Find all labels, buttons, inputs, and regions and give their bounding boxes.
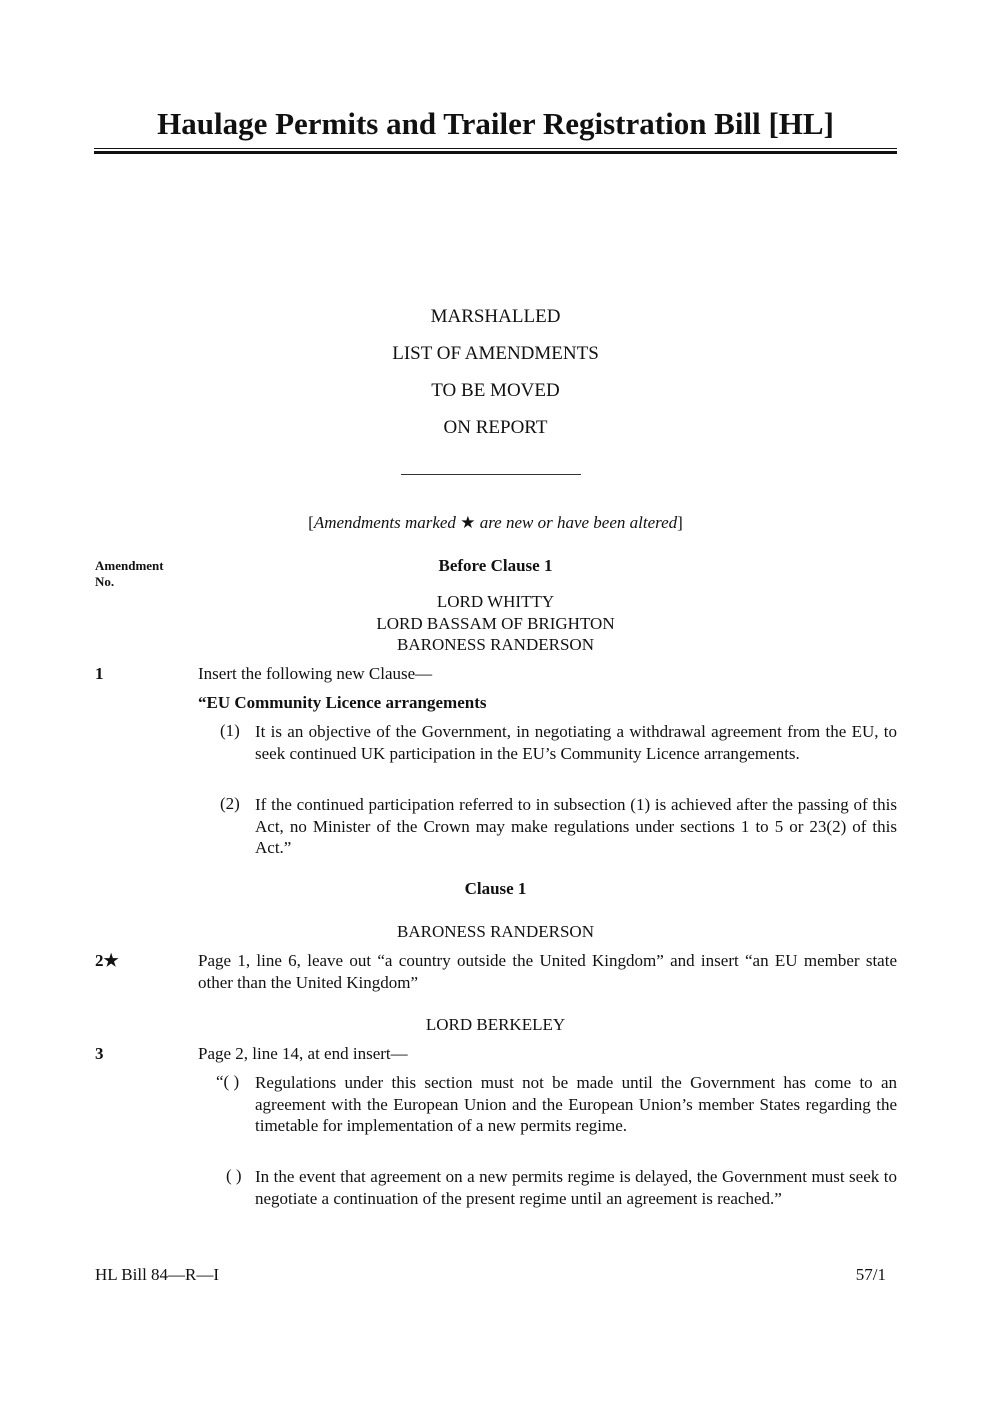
- page-reference: 57/1: [855, 1265, 886, 1284]
- title-rule-thick: [94, 151, 897, 154]
- heading-line-2: LIST OF AMENDMENTS: [392, 343, 599, 364]
- amendment-number: 3: [95, 1044, 104, 1063]
- subsection: [220, 794, 897, 859]
- amendment-instruction: Page 2, line 14, at end insert—: [198, 1044, 408, 1063]
- subsection-text: If the continued participation referred to in subsection (1) is achieved after the passing of this Act, no Minister of the Crown may make regulations under sections 1 to 5 or 23(2) of this Act.”: [255, 795, 897, 857]
- heading-line-3: TO BE MOVED: [431, 380, 560, 401]
- subsection-text: In the event that agreement on a new permits regime is delayed, the Government must seek to negotiate a continuation of the present regime until an agreement is reached.”: [255, 1167, 897, 1208]
- sponsor-name: LORD BERKELEY: [425, 1015, 566, 1034]
- title-rule-thin: [94, 148, 897, 149]
- subsection: [226, 1166, 897, 1209]
- heading-line-1: MARSHALLED: [430, 306, 561, 327]
- note-text-before: Amendments marked: [313, 513, 461, 532]
- amendment-number: 2★: [95, 951, 119, 970]
- section-heading-before-clause-1: Before Clause 1: [438, 556, 553, 575]
- subsection-label: “( ): [216, 1072, 240, 1091]
- heading-divider: [401, 474, 581, 475]
- amendment-instruction: Page 1, line 6, leave out “a country outside the United Kingdom” and insert “an EU member state other than the United Kingdom”: [198, 951, 897, 992]
- subsection-label: ( ): [226, 1166, 242, 1185]
- heading-line-4: ON REPORT: [443, 417, 548, 438]
- note-text-after: are new or have been altered: [475, 513, 678, 532]
- sponsor-list: [0, 591, 991, 656]
- new-clause-title: “EU Community Licence arrangements: [198, 693, 487, 712]
- amendments-note: [0, 513, 991, 533]
- sponsor-name: LORD WHITTY: [436, 592, 555, 611]
- sponsor-name: LORD BASSAM OF BRIGHTON: [376, 613, 615, 633]
- star-icon: ★: [460, 513, 476, 532]
- bill-reference: HL Bill 84—R—I: [95, 1265, 220, 1284]
- bill-title: Haulage Permits and Trailer Registration Bill [HL]: [157, 106, 834, 141]
- column-header-line-2: No.: [95, 574, 115, 589]
- subsection: [216, 1072, 897, 1137]
- subsection-text: It is an objective of the Government, in negotiating a withdrawal agreement from the EU, to seek continued UK participation in the EU’s Community Licence arrangements.: [255, 722, 897, 763]
- note-bracket-close: ]: [677, 513, 683, 532]
- sponsor-name: BARONESS RANDERSON: [397, 922, 594, 941]
- subsection-text: Regulations under this section must not be made until the Government has come to an agreement with the European Union and the European Union’s member States regarding the timetable for implementation of a new permits regime.: [255, 1073, 897, 1135]
- section-heading-clause-1: Clause 1: [464, 879, 527, 898]
- subsection-label: (1): [220, 721, 240, 740]
- subsection-label: (2): [220, 794, 240, 813]
- sponsor-name: BARONESS RANDERSON: [397, 635, 594, 654]
- note-bracket-open: [: [308, 513, 314, 532]
- amendment-instruction: Insert the following new Clause—: [198, 664, 433, 683]
- amendment-number: 1: [95, 664, 104, 683]
- column-header-line-1: Amendment: [95, 558, 164, 573]
- subsection: [220, 721, 897, 764]
